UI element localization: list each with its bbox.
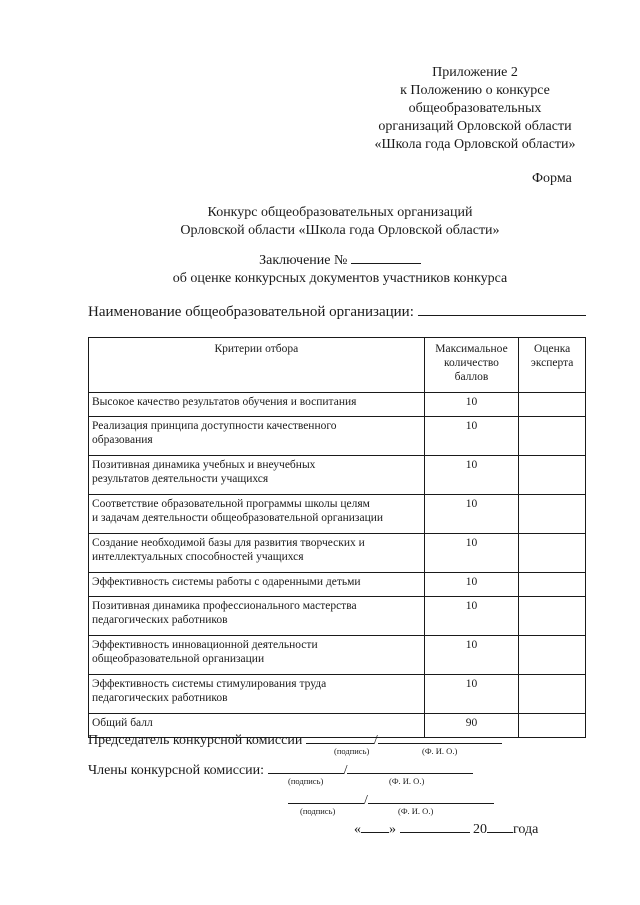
name-caption: (Ф. И. О.) <box>389 776 425 786</box>
header-expert-score: Оценка эксперта <box>519 338 586 393</box>
header-max-score: Максимальное количество баллов <box>424 338 519 393</box>
total-label: Общий балл <box>89 714 425 738</box>
criterion-cell: Высокое качество результатов обучения и воспитания <box>89 393 425 417</box>
member-name-field[interactable] <box>347 761 473 774</box>
slash: / <box>364 793 368 808</box>
date-line <box>354 820 538 838</box>
criterion-cell: Позитивная динамика профессионального мастерства педагогических работников <box>89 597 425 636</box>
name-caption: (Ф. И. О.) <box>422 746 458 756</box>
member-signature-field[interactable] <box>288 791 364 804</box>
date-year-prefix: 20 <box>473 822 487 837</box>
conclusion-label: Заключение № <box>259 253 348 268</box>
max-score-cell: 10 <box>424 456 519 495</box>
expert-score-cell[interactable] <box>519 636 586 675</box>
signature-caption: (подпись) <box>334 746 370 756</box>
expert-score-cell[interactable] <box>519 417 586 456</box>
date-open-quote: « <box>354 822 361 837</box>
date-day-field[interactable] <box>361 820 389 833</box>
criterion-cell: Реализация принципа доступности качественного образования <box>89 417 425 456</box>
chairman-name-field[interactable] <box>378 731 502 744</box>
expert-score-cell[interactable] <box>519 495 586 534</box>
expert-score-cell[interactable] <box>519 393 586 417</box>
expert-score-cell[interactable] <box>519 573 586 597</box>
criterion-cell: Соответствие образовательной программы школы целям и задачам деятельности общеобразовательной организации <box>89 495 425 534</box>
max-score-cell: 10 <box>424 636 519 675</box>
members-label: Члены конкурсной комиссии: <box>88 763 265 778</box>
table-row <box>89 495 586 534</box>
table-row <box>89 573 586 597</box>
conclusion-number-line <box>60 251 620 270</box>
total-expert-score[interactable] <box>519 714 586 738</box>
member-signature-field[interactable] <box>268 761 344 774</box>
criterion-cell: Эффективность системы стимулирования труда педагогических работников <box>89 675 425 714</box>
max-score-cell: 10 <box>424 534 519 573</box>
max-score-cell: 10 <box>424 573 519 597</box>
expert-score-cell[interactable] <box>519 597 586 636</box>
appendix-line: «Школа года Орловской области» <box>374 137 576 152</box>
expert-score-cell[interactable] <box>519 456 586 495</box>
table-row <box>89 636 586 675</box>
expert-score-cell[interactable] <box>519 675 586 714</box>
total-max-score: 90 <box>424 714 519 738</box>
date-year-field[interactable] <box>487 820 513 833</box>
org-name-field[interactable] <box>418 303 586 316</box>
chairman-label: Председатель конкурсной комиссии <box>88 733 303 748</box>
header-criteria: Критерии отбора <box>89 338 425 393</box>
name-caption: (Ф. И. О.) <box>398 806 434 816</box>
slash: / <box>343 763 348 778</box>
criterion-cell: Эффективность инновационной деятельности общеобразовательной организации <box>89 636 425 675</box>
appendix-line: общеобразовательных <box>408 101 542 116</box>
conclusion-number-field[interactable] <box>351 251 421 264</box>
expert-score-cell[interactable] <box>519 534 586 573</box>
appendix-line: к Положению о конкурсе <box>400 83 550 98</box>
max-score-cell: 10 <box>424 675 519 714</box>
title-line-2: Орловской области «Школа года Орловской области» <box>180 223 500 238</box>
criteria-table <box>88 337 586 738</box>
org-name-label: Наименование общеобразовательной организации: <box>88 304 414 320</box>
conclusion-subtitle: об оценке конкурсных документов участников конкурса <box>172 271 508 286</box>
form-label: Форма <box>532 171 572 186</box>
max-score-cell: 10 <box>424 417 519 456</box>
title-line-1: Конкурс общеобразовательных организаций <box>207 205 473 220</box>
signature-caption: (подпись) <box>288 776 324 786</box>
table-row <box>89 597 586 636</box>
criterion-cell: Эффективность системы работы с одаренными детьми <box>89 573 425 597</box>
table-row <box>89 534 586 573</box>
date-year-suffix: года <box>513 822 539 837</box>
table-row <box>89 393 586 417</box>
table-row <box>89 675 586 714</box>
criterion-cell: Создание необходимой базы для развития творческих и интеллектуальных способностей учащихся <box>89 534 425 573</box>
max-score-cell: 10 <box>424 495 519 534</box>
max-score-cell: 10 <box>424 393 519 417</box>
max-score-cell: 10 <box>424 597 519 636</box>
chairman-signature-field[interactable] <box>306 731 374 744</box>
criterion-cell: Позитивная динамика учебных и внеучебных результатов деятельности учащихся <box>89 456 425 495</box>
appendix-line: организаций Орловской области <box>378 119 572 134</box>
appendix-header <box>330 64 620 154</box>
signature-caption: (подпись) <box>300 806 336 816</box>
table-row <box>89 417 586 456</box>
date-month-field[interactable] <box>400 820 470 833</box>
appendix-line: Приложение 2 <box>432 65 518 80</box>
table-row <box>89 456 586 495</box>
member-name-field[interactable] <box>368 791 494 804</box>
slash: / <box>373 733 378 748</box>
conclusion-heading <box>60 251 620 288</box>
table-header-row <box>89 338 586 393</box>
date-close-quote: » <box>389 822 396 837</box>
document-title <box>60 204 620 240</box>
org-name-line <box>88 303 586 321</box>
